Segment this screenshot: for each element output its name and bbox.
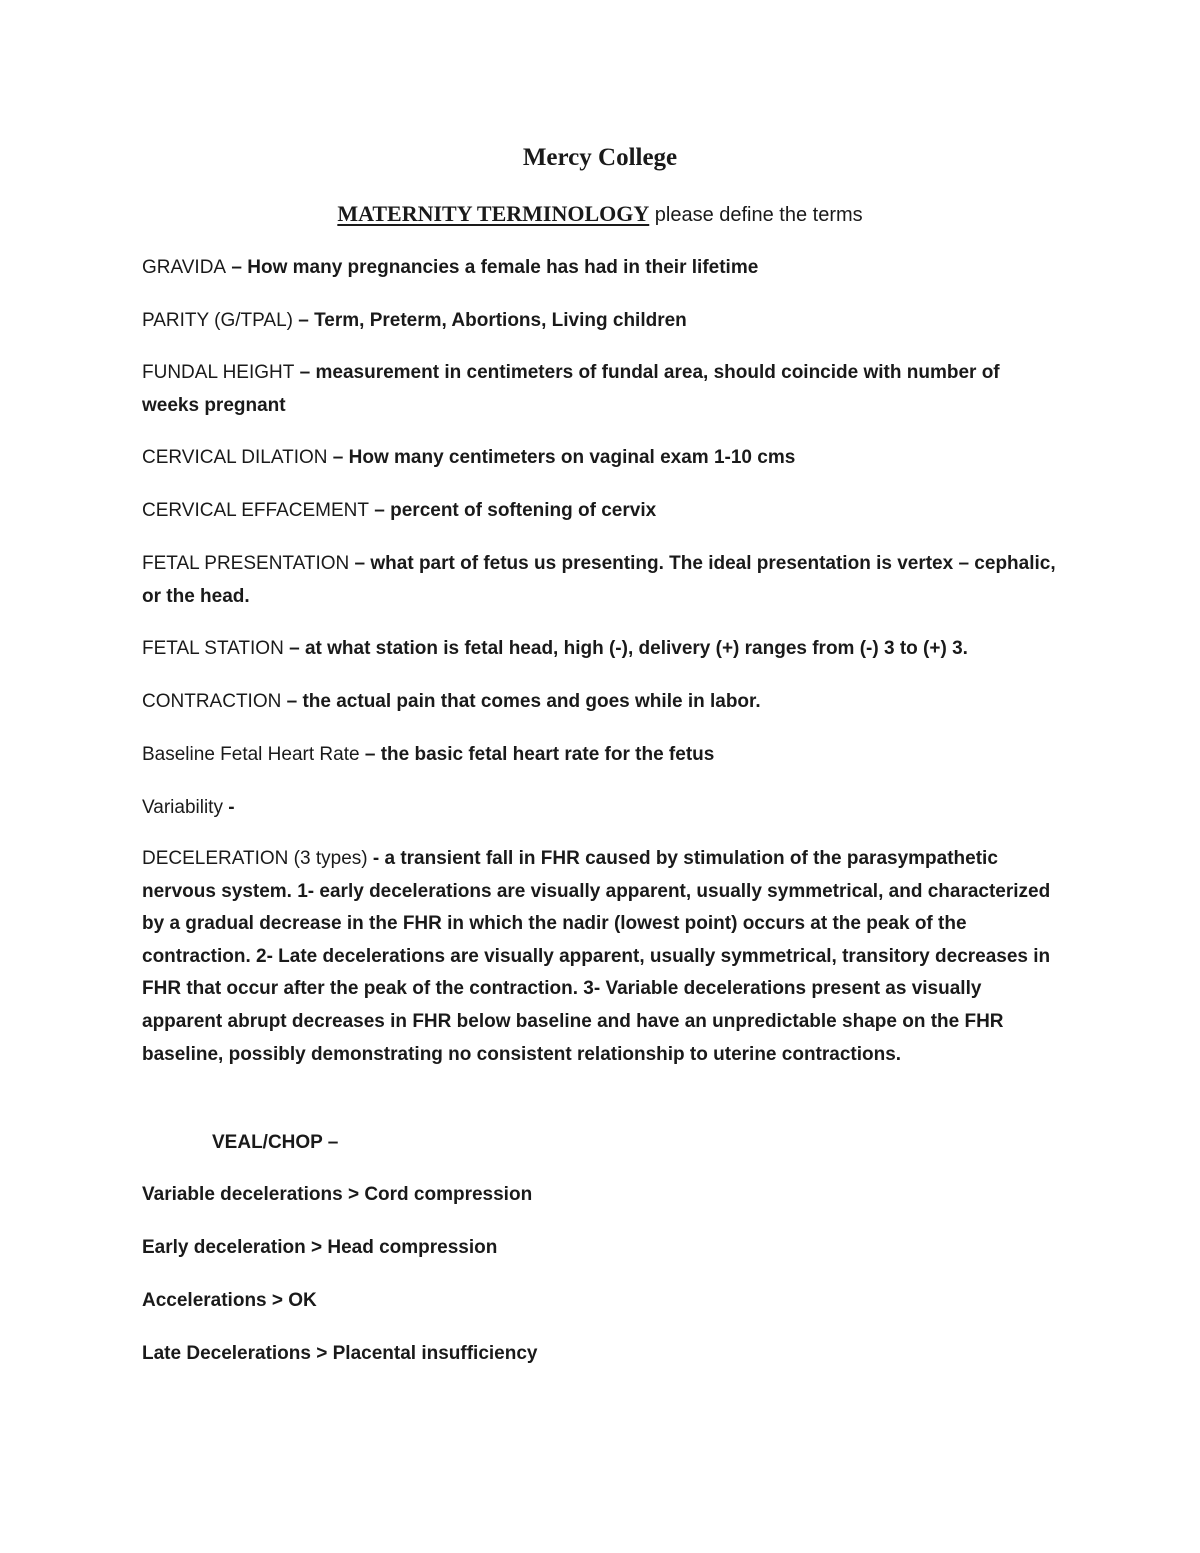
entry-term: PARITY (G/TPAL): [142, 310, 293, 331]
entry-term: CERVICAL DILATION: [142, 447, 328, 468]
entry-contraction: [142, 686, 1057, 719]
subtitle-line: [0, 199, 1200, 230]
veal-chop-item: Early deceleration > Head compression: [142, 1237, 498, 1258]
entry-cervical-dilation: [142, 442, 1057, 475]
entry-term: Variability: [142, 797, 223, 818]
section-heading: MATERNITY TERMINOLOGY: [337, 201, 650, 226]
entry-fundal-height: [142, 357, 1057, 422]
entry-parity: [142, 305, 1057, 338]
entry-baseline-fhr: [142, 739, 1057, 772]
entry-term: FETAL STATION: [142, 638, 284, 659]
entry-definition: – How many pregnancies a female has had in their lifetime: [231, 257, 759, 278]
entry-term: FETAL PRESENTATION: [142, 553, 350, 574]
instruction-text: please define the terms: [654, 204, 863, 226]
entry-definition: – measurement in centimeters of fundal area, should coincide with number of weeks pregnant: [142, 362, 1000, 416]
entry-gravida: [142, 252, 1057, 285]
entry-term: CERVICAL EFFACEMENT: [142, 500, 369, 521]
entry-term: DECELERATION (3 types): [142, 848, 368, 869]
entry-term: Baseline Fetal Heart Rate: [142, 744, 360, 765]
college-title: Mercy College: [522, 144, 678, 171]
veal-chop-label: VEAL/CHOP –: [212, 1132, 339, 1153]
entry-variability: [142, 792, 1057, 825]
entry-definition: -: [228, 797, 235, 818]
entry-definition: – How many centimeters on vaginal exam 1-10 cms: [332, 447, 796, 468]
entry-deceleration: [142, 843, 1057, 1071]
entry-definition: - a transient fall in FHR caused by stimulation of the parasympathetic nervous system. 1- early decelerations are visually apparent, usually symmetrical, and characterized by a gradual decrease in the FHR in which the nadir (lowest point) occurs at the peak of the contraction. 2- Late decelerations are visually apparent, usually symmetrical, transitory decreases in FHR that occur after the peak of the contraction. 3- Variable decelerations present as visually apparent abrupt decreases in FHR below baseline and have an unpredictable shape on the FHR baseline, possibly demonstrating no consistent relationship to uterine contractions.: [142, 848, 1051, 1065]
veal-chop-item: Late Decelerations > Placental insufficiency: [142, 1343, 538, 1364]
veal-chop-item: Variable decelerations > Cord compression: [142, 1184, 533, 1205]
entry-definition: – the actual pain that comes and goes while in labor.: [286, 691, 761, 712]
entry-definition: – percent of softening of cervix: [374, 500, 657, 521]
entry-cervical-effacement: [142, 495, 1057, 528]
entry-term: GRAVIDA: [142, 257, 227, 278]
entry-definition: – at what station is fetal head, high (-), delivery (+) ranges from (-) 3 to (+) 3.: [289, 638, 968, 659]
entry-term: CONTRACTION: [142, 691, 282, 712]
entry-definition: – what part of fetus us presenting. The ideal presentation is vertex – cephalic, or the head.: [142, 553, 1056, 607]
entry-fetal-presentation: [142, 548, 1057, 613]
veal-chop-item: Accelerations > OK: [142, 1290, 317, 1311]
entry-fetal-station: [142, 633, 1057, 666]
entry-definition: – the basic fetal heart rate for the fetus: [364, 744, 715, 765]
entry-definition: – Term, Preterm, Abortions, Living children: [298, 310, 687, 331]
entry-term: FUNDAL HEIGHT: [142, 362, 295, 383]
